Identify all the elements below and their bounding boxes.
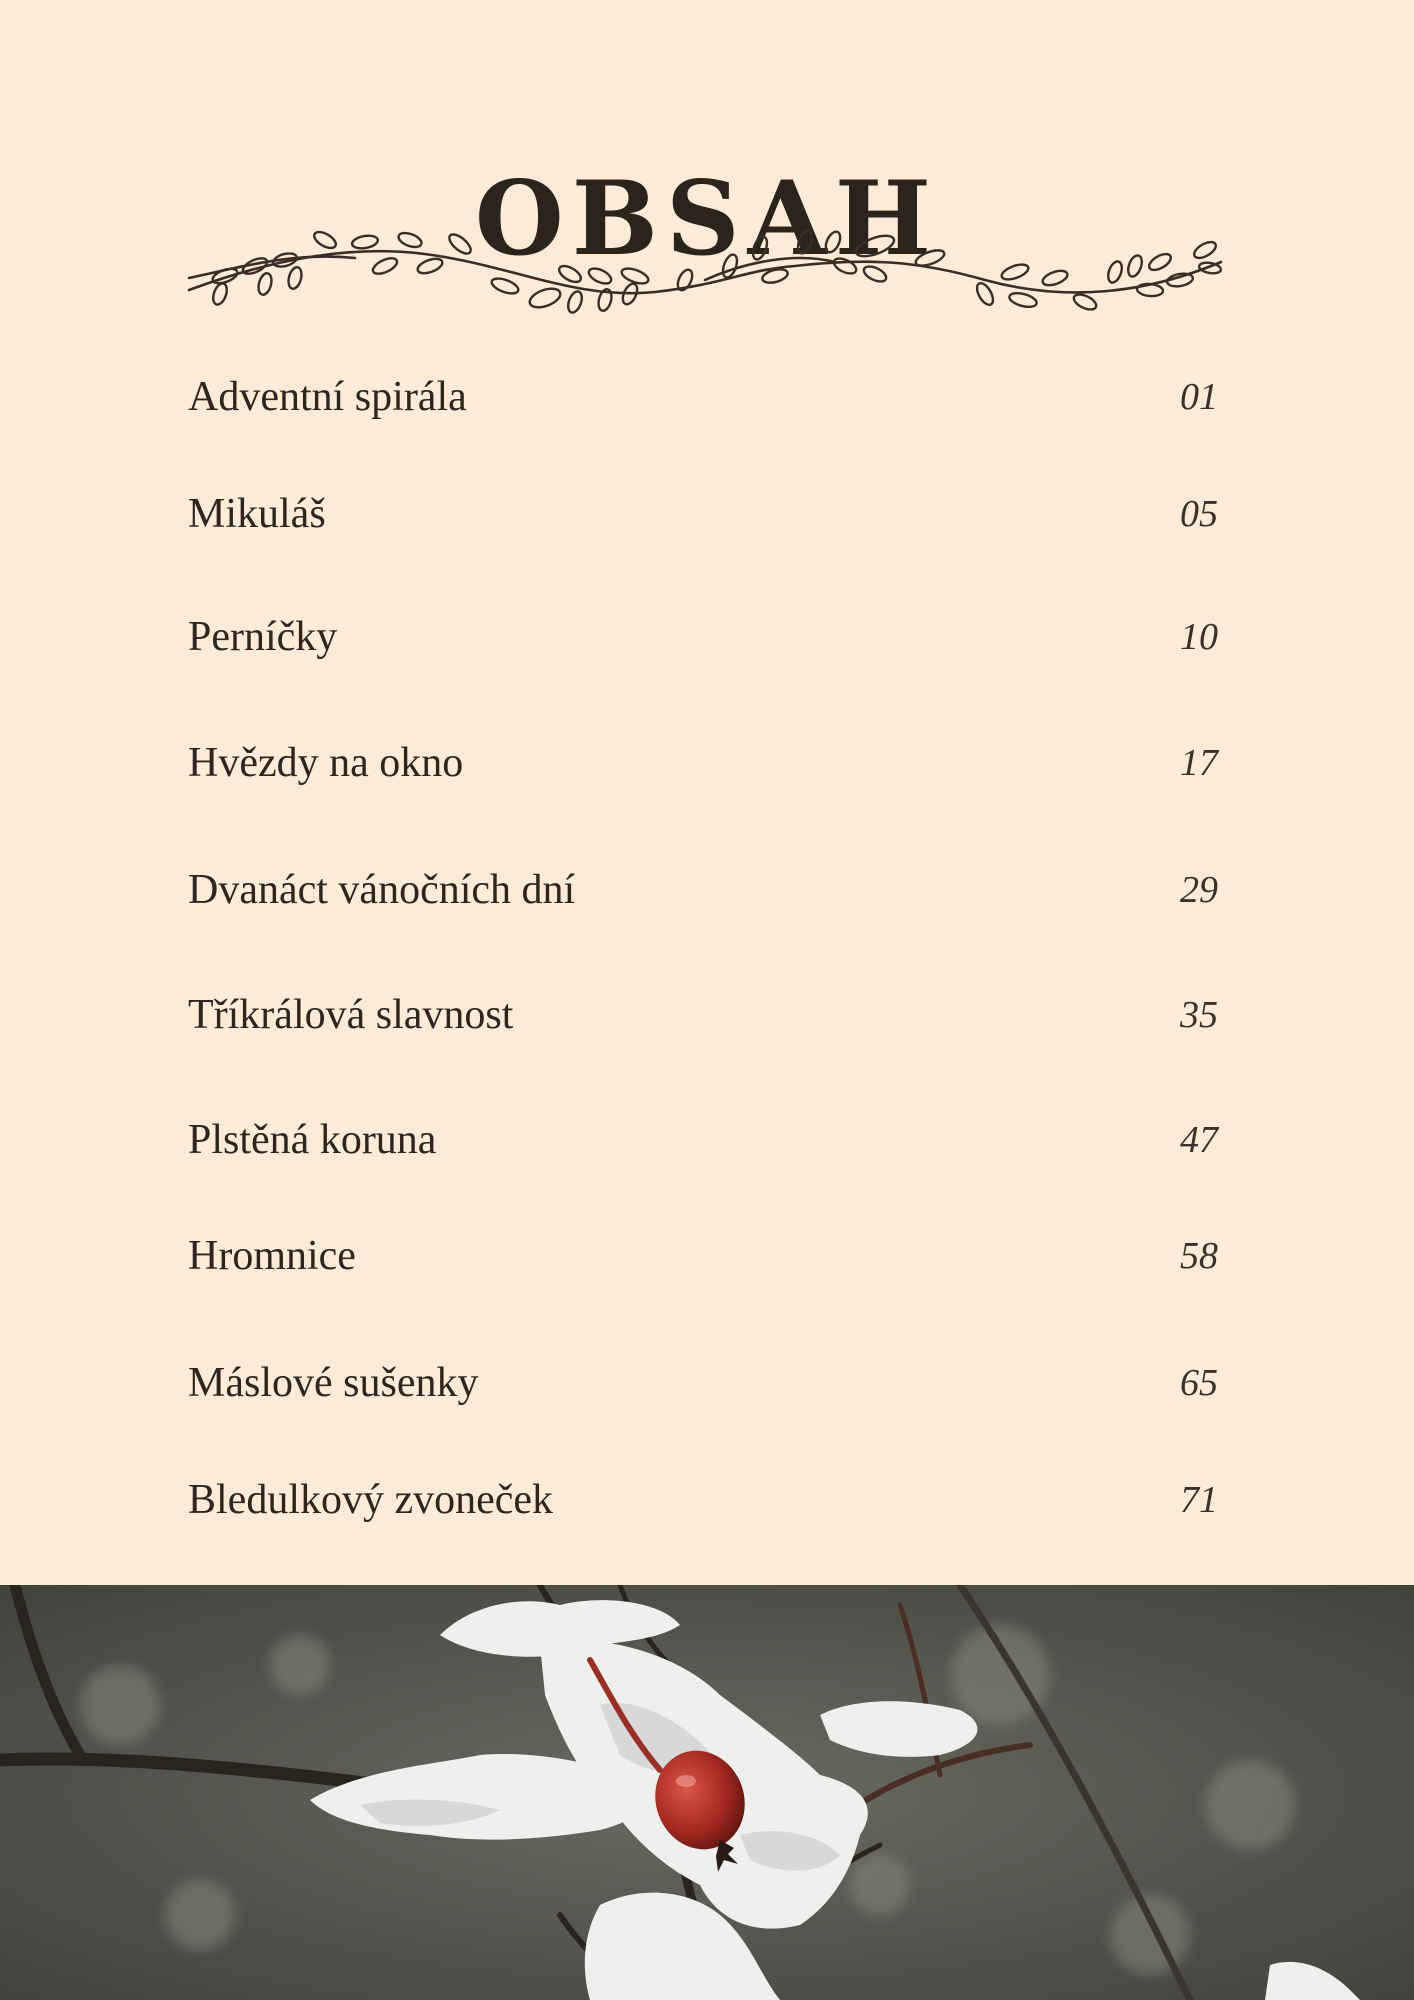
toc-entry-title: Máslové sušenky [188,1360,479,1406]
toc-entry[interactable] [188,733,1218,793]
toc-entry[interactable] [188,1470,1218,1530]
toc-entry-title: Tříkrálová slavnost [188,992,514,1038]
snowy-branch-photo [0,1585,1414,2000]
toc-entry-title: Plstěná koruna [188,1117,437,1163]
toc-entry-title: Adventní spirála [188,374,467,420]
toc-entry-page: 58 [1180,1235,1218,1277]
toc-entry-page: 29 [1180,869,1218,911]
toc-entry-page: 47 [1180,1119,1218,1161]
toc-entry-title: Hvězdy na okno [188,740,464,786]
toc-entry[interactable] [188,860,1218,920]
toc-entry[interactable] [188,1226,1218,1286]
toc-entry-title: Dvanáct vánočních dní [188,867,576,913]
toc-entry[interactable] [188,1353,1218,1413]
toc-entry-title: Hromnice [188,1233,356,1279]
toc-entry-page: 71 [1180,1479,1218,1521]
toc-entry-title: Mikuláš [188,491,326,537]
page-title: OBSAH [474,159,940,280]
toc-entry-page: 35 [1180,994,1218,1036]
toc-entry-title: Bledulkový zvoneček [188,1477,554,1523]
toc-entry[interactable] [188,484,1218,544]
toc-entry-page: 65 [1180,1362,1218,1404]
toc-entry-title: Perníčky [188,614,338,660]
toc-entry[interactable] [188,367,1218,427]
toc-entry[interactable] [188,985,1218,1045]
toc-entry[interactable] [188,1110,1218,1170]
toc-entry-page: 01 [1180,376,1218,418]
toc-entry-page: 05 [1180,493,1218,535]
toc-entry-page: 17 [1180,742,1218,784]
toc-entry-page: 10 [1180,616,1218,658]
toc-entry[interactable] [188,607,1218,667]
